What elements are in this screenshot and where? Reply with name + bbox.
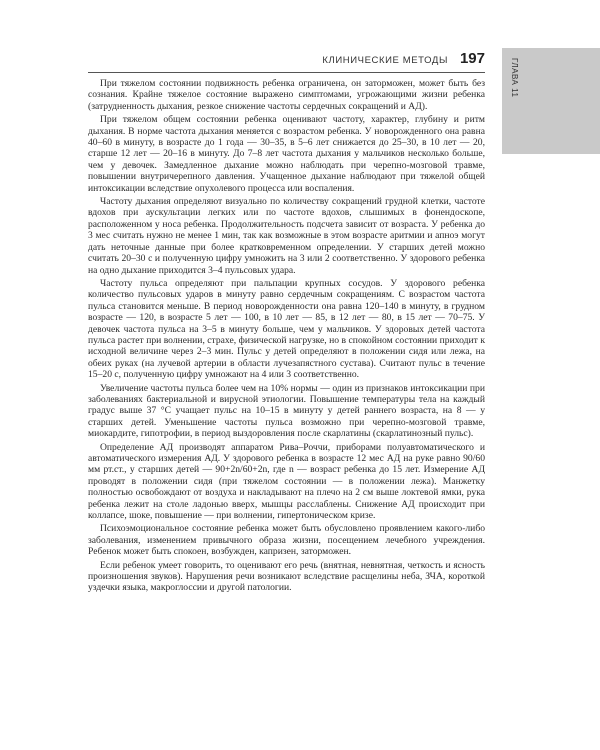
- paragraph: Частоту дыхания определяют визуально по количеству сокращений грудной клетки, частоте вдохов при аускультации легких или по частоте вдохов, слышимых в фонендоскопе, расположенном у носа ребенка. Продолжительность подсчета зависит от возраста. У ребенка до 3 мес считать нужно не менее 1 мин, так как возможные в этом возрасте аритмии и апноэ могут дать неточные данные при более кратковременном определении. У старших детей можно считать 20–30 с и полученную цифру умножить на 3 или 2 соответственно. У здорового ребенка на одно дыхание приходится 3–4 пульсовых удара.: [88, 196, 485, 276]
- body-text: [88, 78, 485, 596]
- paragraph: Частоту пульса определяют при пальпации крупных сосудов. У здорового ребенка количество пульсовых ударов в минуту равно сердечным сокращениям. С возрастом частота пульса становится меньше. В период новорожденности она равна 120–140 в минуту, в грудном возрасте — 120, в возрасте 5 лет — 100, в 10 лет — 85, в 12 лет — 80, в 15 лет — 70–75. У девочек частота пульса на 3–5 в минуту больше, чем у мальчиков. У здоровых детей частота пульса растет при волнении, страхе, физической нагрузке, но в спокойном состоянии приходит к исходной величине через 2–3 мин. Пульс у детей определяют в положении сидя или лежа, на обеих руках (на лучевой артерии в области лучезапястного сустава). Считают пульс в течение 15–20 с, полученную цифру умножают на 4 или 3 соответственно.: [88, 277, 485, 381]
- paragraph: Психоэмоциональное состояние ребенка может быть обусловлено проявлением какого-либо заболевания, изменением привычного образа жизни, посещением лечебного учреждения. Ребенок может быть спокоен, возбужден, капризен, заторможен.: [88, 523, 485, 558]
- page-number: 197: [459, 50, 485, 67]
- chapter-label: ГЛАВА 11: [510, 58, 519, 98]
- running-header: [88, 50, 485, 73]
- paragraph: Если ребенок умеет говорить, то оценивают его речь (внятная, невнятная, четкость и ясность произношения звуков). Нарушения речи возникают вследствие расщелины неба, ЗЧА, короткой уздечки языка, макроглоссии и другой патологии.: [88, 559, 485, 594]
- chapter-side-tab: [502, 48, 600, 154]
- paragraph: При тяжелом общем состоянии ребенка оценивают частоту, характер, глубину и ритм дыхания. В норме частота дыхания меняется с возрастом ребенка. У новорожденного она равна 40–60 в минуту, в возрасте до 1 года — 30–35, в 5–6 лет снижается до 25–30, в 10 лет — 20, старше 12 лет — 20–16 в минуту. До 7–8 лет частота дыхания у мальчиков несколько больше, чем у девочек. Замедленное дыхание можно наблюдать при черепно-мозговой травме, повышении внутричерепного давления. Учащенное дыхание наблюдают при тяжелой общей интоксикации вследствие опухолевого процесса или воспаления.: [88, 114, 485, 194]
- paragraph: Увеличение частоты пульса более чем на 10% нормы — один из признаков интоксикации при заболеваниях бактериальной и вирусной этиологии. Повышение температуры тела на каждый градус выше 37 °С учащает пульс на 10–15 в минуту у детей раннего возраста, на 8 — у старших детей. Уменьшение частоты пульса возможно при черепно-мозговой травме, миокардите, гипотрофии, в период выздоровления после скарлатины (скарлатинозный пульс).: [88, 382, 485, 440]
- section-title: КЛИНИЧЕСКИЕ МЕТОДЫ: [322, 55, 448, 66]
- paragraph: При тяжелом состоянии подвижность ребенка ограничена, он заторможен, может быть без сознания. Крайне тяжелое состояние выражено симптомами, угрожающими жизни ребенка (затрудненность дыхания, резкое снижение частоты сердечных сокращений и АД).: [88, 78, 485, 112]
- paragraph: Определение АД производят аппаратом Рива–Роччи, приборами полуавтоматического и автоматического измерения АД. У здорового ребенка в возрасте 12 мес АД на руке равно 90/60 мм рт.ст., у старших детей — 90+2n/60+2n, где n — возраст ребенка до 15 лет. Измерение АД проводят в положении сидя (при тяжелом состоянии — в положении лежа). Манжетку полностью освобождают от воздуха и накладывают на плечо на 2 см выше локтевой ямки, рука ребенка лежит на столе ладонью вверх, мышцы расслаблены. Снижение АД происходит при коллапсе, шоке, повышение — при волнении, гипертоническом кризе.: [88, 441, 485, 522]
